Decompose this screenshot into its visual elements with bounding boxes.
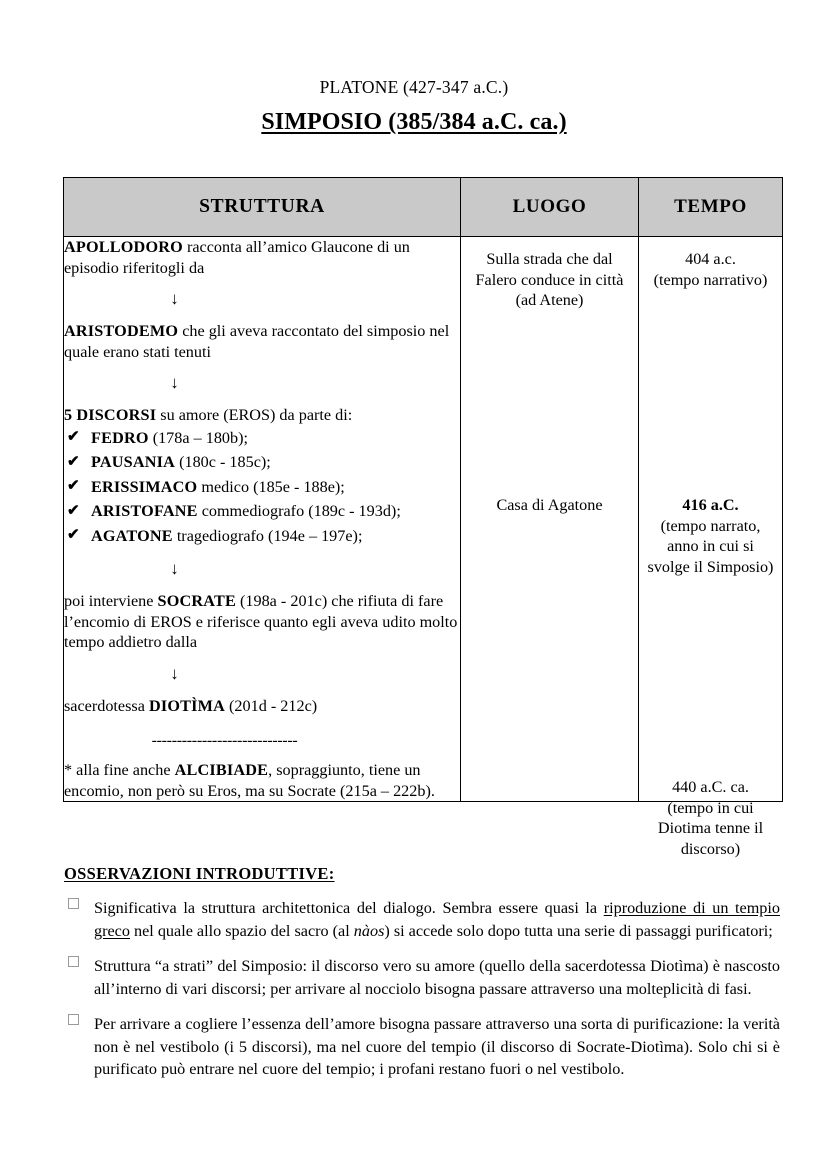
figure-name-aristodemo: ARISTODEMO <box>64 322 179 340</box>
observation-text-part-1: Struttura “a strati” del Simposio: il discorso vero su amore (quello della sacerdotessa Diotìma) è nascosto all’interno di vari discorsi; per arrivare al nocciolo bisogna passare attraverso una molteplicità di fasi. <box>94 957 780 998</box>
tempo-entry-1-note: (tempo narrativo) <box>653 270 768 289</box>
cell-struttura <box>64 237 461 802</box>
discorsi-label: DISCORSI <box>72 406 157 424</box>
paragraph-apollodoro-text: racconta all’amico Glaucone di un episodio riferitogli da <box>64 238 410 277</box>
diotima-pre-text: sacerdotessa <box>64 696 149 715</box>
check-icon: ✔ <box>67 453 80 470</box>
check-icon: ✔ <box>67 527 80 543</box>
arrow-down-2: ↓ <box>170 373 179 392</box>
document-author-line: PLATONE (427-347 a.C.) <box>319 77 509 97</box>
list-item <box>64 524 460 549</box>
paragraph-apollodoro <box>64 237 460 278</box>
discorsi-count: 5 <box>64 406 73 424</box>
square-bullet-icon <box>68 1014 79 1025</box>
term-eros-1: EROS <box>228 406 270 424</box>
column-header-tempo: TEMPO <box>639 178 783 237</box>
paragraph-diotima <box>64 696 460 717</box>
document-title: SIMPOSIO (385/384 a.C. ca.) <box>261 109 567 135</box>
observation-text-part-1: Per arrivare a cogliere l’essenza dell’amore bisogna passare attraverso una sorta di purificazione: la verità non è nel vestibolo (i 5 discorsi), ma nel cuore del tempio (il discorso di Socrate-Diotìma). Solo chi si è purificato può entrare nel cuore del tempio; i profani restano fuori o nel vestibolo. <box>94 1015 780 1078</box>
discorsi-end-text: ) da parte di: <box>269 406 353 424</box>
tempo-entry-2-year: 416 a.C. <box>682 496 739 514</box>
list-item <box>64 897 780 942</box>
speaker-name: FEDRO <box>91 428 149 447</box>
tempo-entry-3-note-2: Diotima tenne il <box>657 819 764 837</box>
discorsi-list <box>64 426 460 549</box>
observations-list <box>64 897 780 1081</box>
observation-text-part-2: nel quale allo spazio del sacro (al <box>129 921 354 940</box>
list-item <box>64 955 780 1000</box>
observation-text-part-3: ) si accede solo dopo tutta una serie di passaggi purificatori; <box>384 921 773 940</box>
diotima-detail: (201d - 212c) <box>225 696 318 715</box>
discorsi-heading <box>64 405 460 426</box>
column-header-luogo: LUOGO <box>461 178 639 237</box>
speaker-name: AGATONE <box>91 526 173 545</box>
paragraph-aristodemo <box>64 321 460 362</box>
observation-italic-term: nàos <box>353 921 385 940</box>
luogo-entry-1 <box>461 249 638 311</box>
list-item <box>64 450 460 475</box>
observations-title: OSSERVAZIONI INTRODUTTIVE: <box>64 864 335 883</box>
square-bullet-icon <box>68 956 79 967</box>
column-header-struttura: STRUTTURA <box>64 178 461 237</box>
luogo-entry-1-line-2: Falero conduce in città <box>475 270 624 289</box>
paragraph-socrate <box>64 591 460 653</box>
observation-text-part-1: Significativa la struttura architettonica del dialogo. Sembra essere quasi la <box>94 899 604 917</box>
speaker-name: ARISTOFANE <box>91 502 198 520</box>
term-eros-2: EROS <box>150 612 192 631</box>
paragraph-aristodemo-text: che gli aveva raccontato del simposio nel quale erano stati tenuti <box>64 322 450 361</box>
tempo-entry-1-year: 404 a.c. <box>685 250 736 268</box>
table-body-row <box>64 237 783 802</box>
list-item <box>64 1013 780 1081</box>
figure-name-socrate: SOCRATE <box>157 592 236 610</box>
observations-section <box>64 864 780 1094</box>
check-icon: ✔ <box>67 478 80 494</box>
speaker-name: PAUSANIA <box>91 453 176 471</box>
title-block <box>0 76 828 137</box>
check-icon: ✔ <box>67 429 80 445</box>
check-icon: ✔ <box>67 502 80 519</box>
tempo-entry-2-note-3: svolge il Simposio) <box>647 557 774 576</box>
speaker-detail: medico (185e - 188e); <box>197 477 345 496</box>
arrow-down-3: ↓ <box>170 559 179 578</box>
luogo-entry-1-line-1: Sulla strada che dal <box>486 250 613 268</box>
tempo-entry-2 <box>639 495 782 577</box>
figure-name-apollodoro: APOLLODORO <box>64 238 183 256</box>
speaker-detail: commediografo (189c - 193d); <box>197 502 401 520</box>
speaker-detail: tragediografo (194e – 197e); <box>172 526 363 545</box>
list-item <box>64 426 460 451</box>
footnote-pre-text: * alla fine anche <box>64 761 175 779</box>
observation-underlined-phrase: riproduzione di un tempio greco <box>94 899 780 940</box>
arrow-down-4: ↓ <box>170 663 179 683</box>
tempo-entry-3 <box>639 777 782 859</box>
cell-luogo <box>461 237 639 802</box>
tempo-entry-3-note-1: (tempo in cui <box>667 798 754 817</box>
speaker-name: ERISSIMACO <box>91 477 198 496</box>
discorsi-mid-text: su amore ( <box>156 406 229 424</box>
arrow-down-1: ↓ <box>170 289 179 308</box>
footnote-alcibiade <box>64 760 460 801</box>
list-item <box>64 475 460 500</box>
tempo-entry-2-note-1: (tempo narrato, <box>660 516 761 535</box>
cell-tempo <box>639 237 783 858</box>
figure-name-diotima: DIOTÌMA <box>148 696 225 715</box>
luogo-entry-2: Casa di Agatone <box>496 496 603 514</box>
socrate-pre-text: poi interviene <box>64 592 158 610</box>
dashed-separator: ----------------------------- <box>151 732 298 749</box>
simposio-table <box>63 177 783 858</box>
list-item <box>64 499 460 524</box>
luogo-entry-1-line-3: (ad Atene) <box>515 291 584 309</box>
square-bullet-icon <box>68 898 79 909</box>
socrate-mid-text: (198a - 201c) che rifiuta di fare l’encomio di <box>64 592 444 631</box>
speaker-detail: (178a – 180b); <box>148 428 249 447</box>
tempo-entry-1 <box>639 249 782 290</box>
speaker-detail: (180c - 185c); <box>175 453 271 471</box>
tempo-entry-3-year: 440 a.C. ca. <box>672 778 749 796</box>
figure-name-alcibiade: ALCIBIADE <box>174 761 269 779</box>
tempo-entry-3-note-3: discorso) <box>680 839 741 858</box>
socrate-end-text: e riferisce quanto egli aveva udito molto tempo addietro dalla <box>64 612 458 651</box>
footnote-rest-text: , sopraggiunto, tiene un encomio, non però su Eros, ma su Socrate (215a – 222b). <box>64 761 435 800</box>
table-header-row <box>64 178 783 237</box>
tempo-entry-2-note-2: anno in cui si <box>667 537 754 555</box>
